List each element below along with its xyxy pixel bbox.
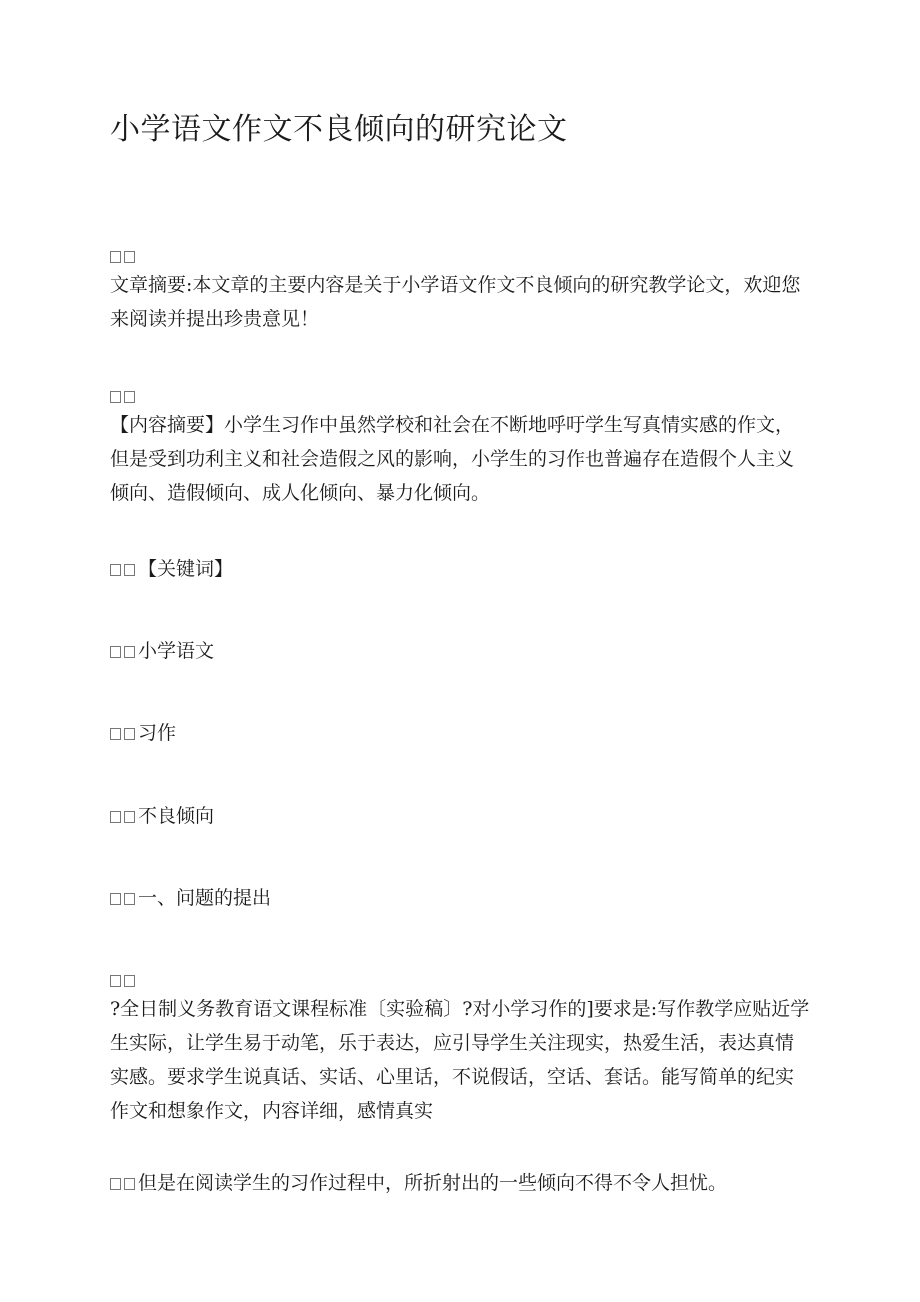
missing-glyph-marker <box>110 244 810 268</box>
section-paragraph-2 <box>110 1166 810 1200</box>
section-paragraph-2-text: 但是在阅读学生的习作过程中，所折射出的一些倾向不得不令人担忧。 <box>138 1172 728 1194</box>
section-heading <box>110 881 810 915</box>
keyword-item <box>110 799 810 833</box>
keywords-heading-text: 【关键词】 <box>138 558 234 580</box>
content-summary-block <box>110 384 810 510</box>
abstract-block <box>110 244 810 336</box>
abstract-text: 文章摘要:本文章的主要内容是关于小学语文作文不良倾向的研究教学论文，欢迎您来阅读并提出珍贵意见！ <box>110 274 801 330</box>
keyword-text: 习作 <box>138 722 177 744</box>
keywords-heading <box>110 552 810 586</box>
missing-glyph-marker <box>110 968 810 992</box>
keyword-text: 不良倾向 <box>138 805 215 827</box>
keyword-text: 小学语文 <box>138 640 215 662</box>
keyword-item <box>110 716 810 750</box>
document-title: 小学语文作文不良倾向的研究论文 <box>110 112 568 147</box>
missing-glyph-marker <box>110 384 810 408</box>
content-summary-text: 【内容摘要】小学生习作中虽然学校和社会在不断地呼吁学生写真情实感的作文，但是受到功利主义和社会造假之风的影响，小学生的习作也普遍存在造假个人主义倾向、造假倾向、成人化倾向、暴力化倾向。 <box>110 414 795 504</box>
section-paragraph-text: ?全日制义务教育语文课程标准〔实验稿〕?对小学习作的]要求是:写作教学应贴近学生实际，让学生易于动笔，乐于表达，应引导学生关注现实，热爱生活，表达真情实感。要求学生说真话、实话、心里话，不说假话，空话、套话。能写简单的纪实作文和想象作文，内容详细，感情真实 <box>110 998 810 1122</box>
keyword-item <box>110 634 810 668</box>
section-paragraph-block <box>110 968 810 1128</box>
section-heading-text: 一、问题的提出 <box>138 887 272 909</box>
